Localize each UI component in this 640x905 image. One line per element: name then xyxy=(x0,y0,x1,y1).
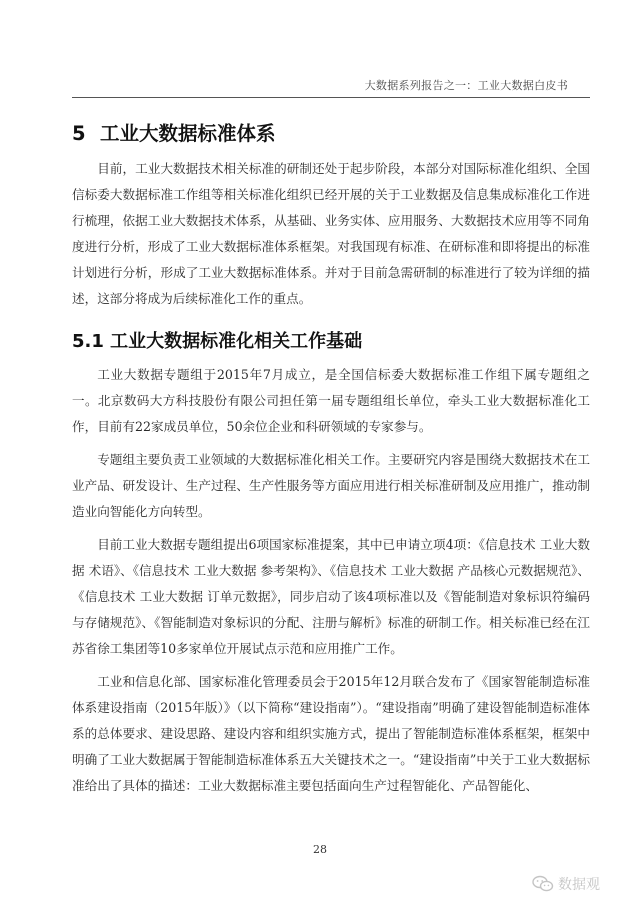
subsection-title: 工业大数据标准化相关工作基础 xyxy=(110,331,363,352)
subsection-heading xyxy=(72,328,590,356)
section-number: 5 xyxy=(72,122,86,145)
body-paragraph: 目前工业大数据专题组提出6项国家标准提案，其中已申请立项4项：《信息技术 工业大数据 术语》、《信息技术 工业大数据 参考架构》、《信息技术 工业大数据 产品核心元数据规范》、《信息技术 工业大数据 订单元数据》，同步启动了该4项标准以及《智能制造对象标识符编码与存储规范》、《智能制造对象标识的分配、注册与解析》标准的研制工作。相关标准已经在江苏省徐工集团等10多家单位开展试点示范和应用推广工作。 xyxy=(72,537,590,656)
page-number: 28 xyxy=(313,843,327,856)
header-rule xyxy=(72,97,590,98)
document-body xyxy=(72,120,590,806)
subsection-number: 5.1 xyxy=(72,331,104,352)
section-title: 工业大数据标准体系 xyxy=(100,122,276,145)
running-header: 大数据系列报告之一：工业大数据白皮书 xyxy=(364,79,568,92)
watermark-text: 数据观 xyxy=(558,877,600,893)
wechat-icon xyxy=(532,875,554,893)
body-paragraph: 工业和信息化部、国家标准化管理委员会于2015年12月联合发布了《国家智能制造标准体系建设指南（2015年版）》（以下简称“建设指南”）。“建设指南”明确了建设智能制造标准体系的总体要求、建设思路、建设内容和组织实施方式，提出了智能制造标准体系框架，框架中明确了工业大数据属于智能制造标准体系五大关键技术之一。“建设指南”中关于工业大数据标准给出了具体的描述：工业大数据标准主要包括面向生产过程智能化、产品智能化、 xyxy=(72,674,590,793)
body-paragraph: 专题组主要负责工业领域的大数据标准化相关工作。主要研究内容是围绕大数据技术在工业产品、研发设计、生产过程、生产性服务等方面应用进行相关标准研制及应用推广，推动制造业向智能化方向转型。 xyxy=(72,452,590,519)
body-paragraph: 工业大数据专题组于2015年7月成立，是全国信标委大数据标准工作组下属专题组之一。北京数码大方科技股份有限公司担任第一届专题组组长单位，牵头工业大数据标准化工作，目前有22家成员单位，50余位企业和科研领域的专家参与。 xyxy=(72,367,590,434)
section-intro-paragraph: 目前，工业大数据技术相关标准的研制还处于起步阶段，本部分对国际标准化组织、全国信标委大数据标准工作组等相关标准化组织已经开展的关于工业数据及信息集成标准化工作进行梳理，依据工业大数据技术体系，从基础、业务实体、应用服务、大数据技术应用等不同角度进行分析，形成了工业大数据标准体系框架。对我国现有标准、在研标准和即将提出的标准计划进行分析，形成了工业大数据标准体系。并对于目前急需研制的标准进行了较为详细的描述，这部分将成为后续标准化工作的重点。 xyxy=(72,161,590,306)
section-heading xyxy=(72,120,590,148)
watermark xyxy=(532,874,600,894)
